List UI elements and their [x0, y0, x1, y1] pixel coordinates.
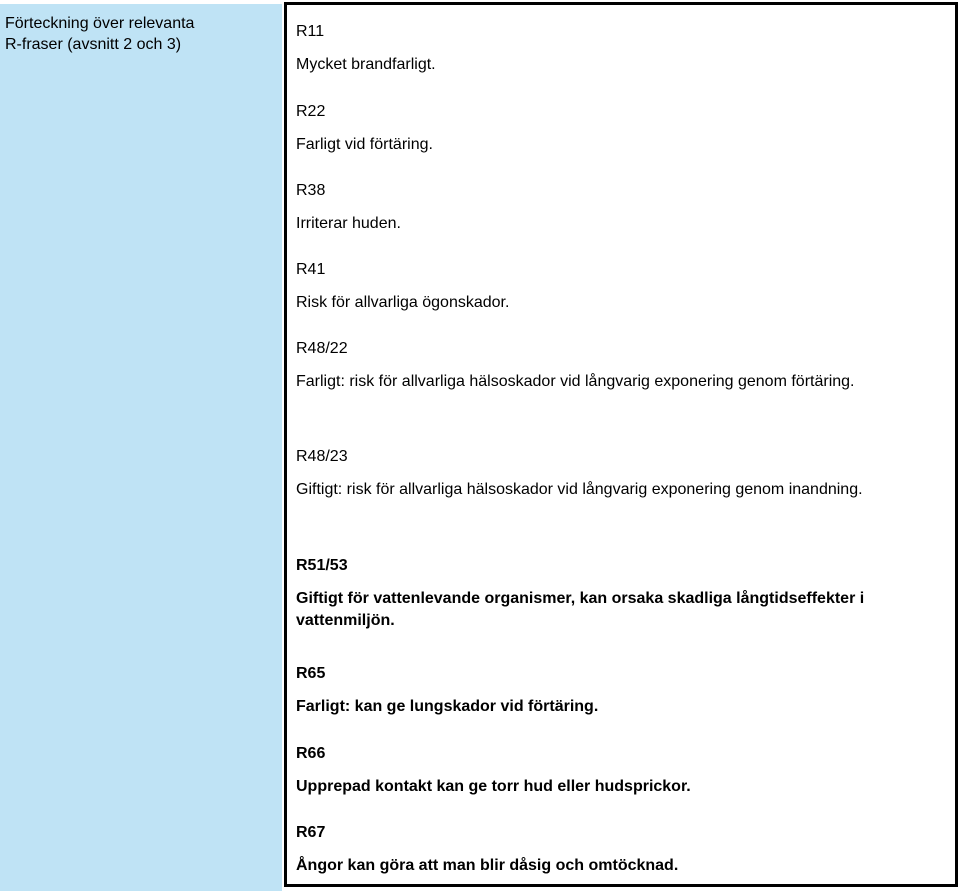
phrase-text: Mycket brandfarligt. — [296, 56, 436, 73]
phrase-item-r11 — [296, 21, 945, 76]
phrase-code: R38 — [296, 182, 326, 199]
phrase-code: R22 — [296, 103, 326, 120]
sidebar-heading-panel — [0, 4, 282, 891]
phrase-item-r51-53 — [296, 555, 945, 632]
sidebar-title-line-1: Förteckning över relevanta — [5, 15, 195, 32]
phrase-item-r22 — [296, 101, 945, 156]
phrase-item-r38 — [296, 180, 945, 235]
phrase-item-r48-22 — [296, 338, 945, 393]
phrase-code: R41 — [296, 261, 326, 278]
phrase-item-r41 — [296, 259, 945, 314]
phrase-text: Farligt vid förtäring. — [296, 136, 433, 153]
phrase-text: Upprepad kontakt kan ge torr hud eller hudsprickor. — [296, 778, 691, 795]
phrase-code: R66 — [296, 745, 326, 762]
phrase-item-r66 — [296, 743, 945, 798]
phrase-text: Ångor kan göra att man blir dåsig och omtöcknad. — [296, 857, 679, 874]
phrase-code: R48/22 — [296, 340, 348, 357]
phrase-code: R65 — [296, 665, 326, 682]
phrase-code: R11 — [296, 23, 325, 40]
phrase-code: R51/53 — [296, 557, 348, 574]
phrase-item-r65 — [296, 663, 945, 718]
r-phrase-list-box — [284, 2, 958, 887]
phrase-text: Farligt: risk för allvarliga hälsoskador vid långvarig exponering genom förtäring. — [296, 373, 855, 390]
phrase-text: Giftigt för vattenlevande organismer, kan orsaka skadliga långtidseffekter i vattenmiljön. — [296, 590, 865, 629]
phrase-code: R48/23 — [296, 448, 348, 465]
phrase-item-r67 — [296, 822, 945, 877]
phrase-item-r48-23 — [296, 446, 945, 501]
phrase-text: Irriterar huden. — [296, 215, 401, 232]
phrase-code: R67 — [296, 824, 326, 841]
phrase-text: Farligt: kan ge lungskador vid förtäring. — [296, 698, 599, 715]
phrase-text: Risk för allvarliga ögonskador. — [296, 294, 510, 311]
phrase-text: Giftigt: risk för allvarliga hälsoskador vid långvarig exponering genom inandning. — [296, 481, 863, 498]
sidebar-title-line-2: R-fraser (avsnitt 2 och 3) — [5, 36, 182, 53]
